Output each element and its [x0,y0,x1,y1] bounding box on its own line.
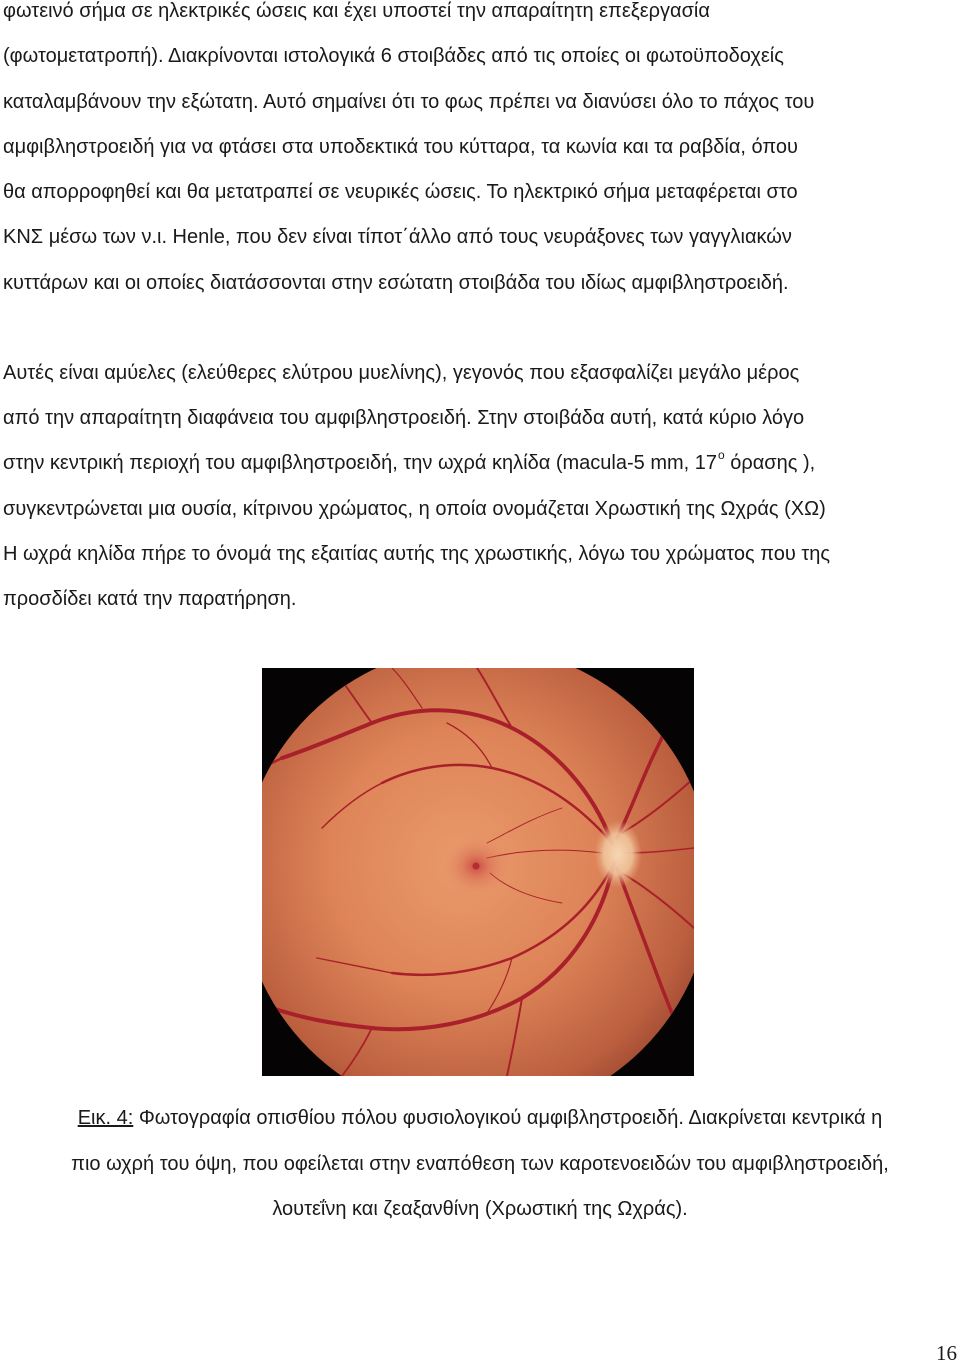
caption-line: πιο ωχρή του όψη, που οφείλεται στην εναπόθεση των καροτενοειδών του αμφιβληστροειδή, [71,1153,889,1175]
text-line: Η ωχρά κηλίδα πήρε το όνομά της εξαιτίας αυτής της χρωστικής, λόγω του χρώματος που της [3,543,831,565]
superscript: ο [718,448,725,462]
page-number: 16 [936,1341,957,1365]
text-line: θα απορροφηθεί και θα μετατραπεί σε νευρικές ώσεις. Το ηλεκτρικό σήμα μεταφέρεται στο [3,181,798,203]
text-line-with-superscript [0,450,960,478]
figure-label: Εικ. 4: [77,1107,134,1129]
text-line: (φωτομετατροπή). Διακρίνονται ιστολογικά 6 στοιβάδες από τις οποίες οι φωτοϋποδοχείς [3,45,784,67]
text-line: συγκεντρώνεται μια ουσία, κίτρινου χρώματος, η οποία ονομάζεται Χρωστική της Ωχράς (ΧΩ) [3,498,826,520]
caption-line: λουτεΐνη και ζεαξανθίνη (Χρωστική της Ωχράς). [272,1198,688,1220]
text-line: προσδίδει κατά την παρατήρηση. [3,588,297,610]
retina-fundus-photo [262,668,694,1076]
text-line: καταλαμβάνουν την εξώτατη. Αυτό σημαίνει ότι το φως πρέπει να διανύσει όλο το πάχος του [3,91,815,113]
text-line: φωτεινό σήμα σε ηλεκτρικές ώσεις και έχει υποστεί την απαραίτητη επεξεργασία [3,0,710,22]
optic-disc [594,820,642,888]
caption-text: Φωτογραφία οπισθίου πόλου φυσιολογικού αμφιβληστροειδή. Διακρίνεται κεντρικά η [133,1107,883,1129]
text-segment: όρασης ), [724,452,816,474]
fovea [473,863,480,870]
text-line: κυττάρων και οι οποίες διατάσσονται στην εσώτατη στοιβάδα του ιδίως αμφιβληστροειδή. [3,272,789,294]
text-segment: στην κεντρική περιοχή του αμφιβληστροειδή, την ωχρά κηλίδα (macula-5 mm, 17 [3,452,717,474]
caption-line [0,1105,960,1131]
text-line: αμφιβληστροειδή για να φτάσει στα υποδεκτικά του κύτταρα, τα κωνία και τα ραβδία, όπου [3,136,798,158]
text-line: Αυτές είναι αμύελες (ελεύθερες ελύτρου μυελίνης), γεγονός που εξασφαλίζει μεγάλο μέρος [3,362,800,384]
text-line: ΚΝΣ μέσω των ν.ι. Henle, που δεν είναι τίποτ΄άλλο από τους νευράξονες των γαγγλιακών [3,226,792,248]
text-line: από την απαραίτητη διαφάνεια του αμφιβληστροειδή. Στην στοιβάδα αυτή, κατά κύριο λόγο [3,407,805,429]
